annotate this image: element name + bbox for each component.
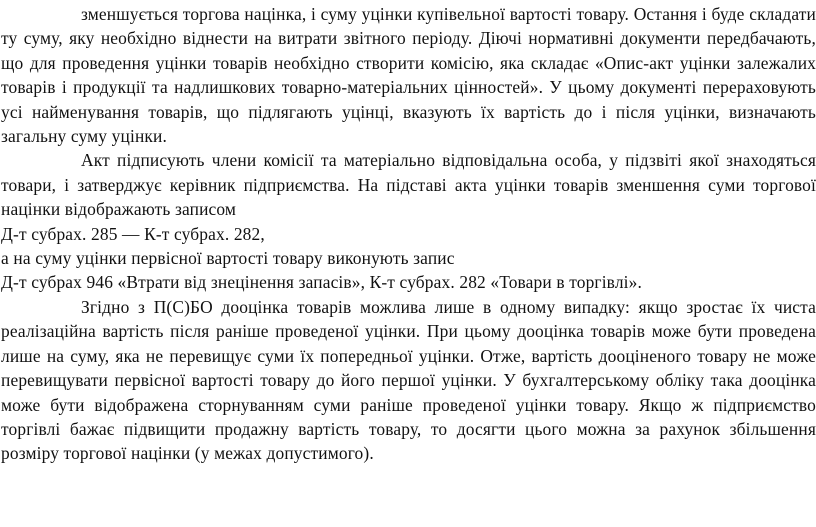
entry-line-946-282: Д-т субрах 946 «Втрати від знецінення запасів», К-т субрах. 282 «Товари в торгівлі». — [1, 272, 642, 293]
paragraph-act-signing: Акт підписують члени комісії та матеріально відповідальна особа, у підзвіті якої знаходяться товари, і затверджує керівник підприємства. На підставі акта уцінки товарів зменшення суми торгової націнки відображають записом — [1, 150, 816, 220]
paragraph-markdown-continuation: зменшується торгова націнка, і суму уцінки купівельної вартості товару. Остання і буде складати ту суму, яку необхідно віднести на витрати звітного періоду. Діючі нормативні документи передбачають, що для проведення уцінки товарів необхідно створити комісію, яка складає «Опис-акт уцінки залежалих товарів і продукції та надлишкових товарно-матеріальних цінностей». У цьому документі перераховують усі найменування товарів, що підлягають уцінці, вказують їх вартість до і після уцінки, визначають загальну суму уцінки. — [1, 4, 816, 147]
paragraph-revaluation: Згідно з П(С)БО дооцінка товарів можлива лише в одному випадку: якщо зростає їх чиста реалізаційна вартість після раніше проведеної уцінки. При цьому дооцінка товарів може бути проведена лише на суму, яка не перевищує суми їх попередньої уцінки. Отже, вартість дооціненого товару не може перевищувати первісної вартості товару до його першої уцінки. У бухгалтерському обліку така дооцінка може бути відображена сторнуванням суми раніше проведеної уцінки товару. Якщо ж підприємство торгівлі бажає підвищити продажну вартість товару, то досягти цього можна за рахунок збільшення розміру торгової націнки (у межах допустимого). — [1, 296, 816, 464]
entry-line-285-282: Д-т субрах. 285 — К-т субрах. 282, — [1, 223, 265, 244]
entry-intro-line: а на суму уцінки первісної вартості товару виконують запис — [1, 248, 455, 269]
